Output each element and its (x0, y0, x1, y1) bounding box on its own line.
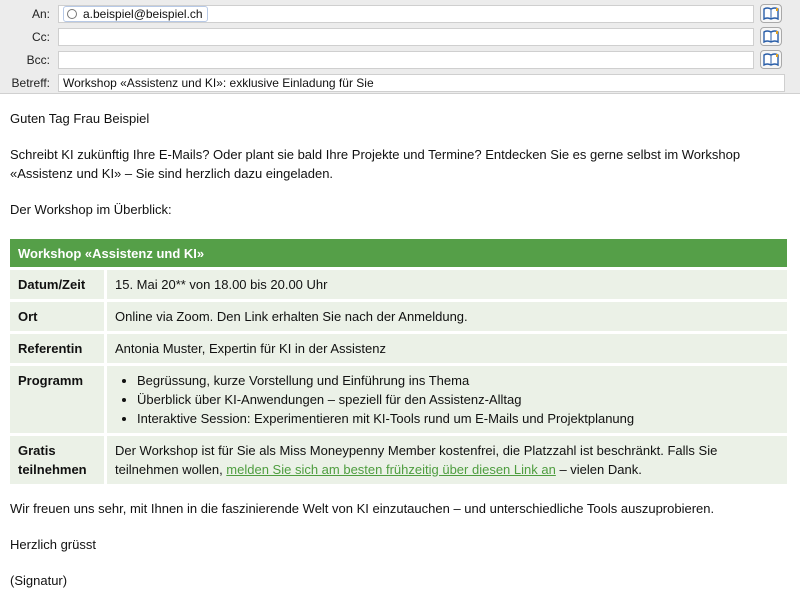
program-list (115, 371, 779, 428)
subject-row (0, 71, 800, 94)
mail-header (0, 0, 800, 94)
workshop-table-title: Workshop «Assistenz und KI» (10, 239, 787, 267)
address-book-icon (763, 30, 779, 43)
closing-paragraph: Wir freuen uns sehr, mit Ihnen in die faszinierende Welt von KI einzutauchen – und unterschiedliche Tools auszuprobieren. (10, 501, 715, 516)
subject-label: Betreff: (11, 75, 50, 90)
bcc-field[interactable] (58, 51, 754, 69)
table-row-program (10, 366, 787, 433)
to-row (0, 2, 800, 25)
recipient-status-icon (67, 9, 77, 19)
recipient-chip[interactable] (63, 6, 208, 22)
list-item: • Interaktive Session: Experimentieren mit KI-Tools rund um E-Mails und Projektplanung (137, 409, 779, 428)
table-row-free (10, 436, 787, 484)
overview-heading: Der Workshop im Überblick: (10, 202, 172, 217)
table-row (10, 270, 787, 299)
recipient-address: a.beispiel@beispiel.ch (83, 6, 203, 21)
table-row (10, 334, 787, 363)
free-text-after: – vielen Dank. (555, 462, 642, 477)
free-text-before: Der Workshop ist für Sie als Miss Moneypenny Member kostenfrei, die Platzzahl ist beschränkt. Falls Sie teilnehmen wollen, (115, 443, 718, 477)
row-key: Ort (10, 302, 107, 331)
cc-address-book-button[interactable] (760, 27, 782, 46)
row-key: Datum/Zeit (10, 270, 107, 299)
subject-field[interactable]: Workshop «Assistenz und KI»: exklusive Einladung für Sie (58, 74, 785, 92)
row-key: Gratis teilnehmen (10, 436, 107, 484)
cc-field[interactable] (58, 28, 754, 46)
row-value: 15. Mai 20** von 18.00 bis 20.00 Uhr (107, 270, 787, 299)
cc-label: Cc: (32, 29, 50, 44)
table-row (10, 302, 787, 331)
bcc-label: Bcc: (26, 52, 50, 67)
row-value: Antonia Muster, Expertin für KI in der Assistenz (107, 334, 787, 363)
row-value (107, 436, 787, 484)
intro-paragraph: Schreibt KI zukünftig Ihre E-Mails? Oder plant sie bald Ihre Projekte und Termine? Entdecken Sie es gerne selbst im Workshop «Assistenz und KI» – Sie sind herzlich dazu eingeladen. (10, 147, 741, 181)
row-key: Referentin (10, 334, 107, 363)
row-key: Programm (10, 366, 107, 433)
registration-link[interactable]: melden Sie sich am besten frühzeitig über diesen Link an (226, 462, 556, 477)
mail-body[interactable] (0, 109, 800, 590)
to-field[interactable] (58, 5, 754, 23)
program-list-cell (107, 366, 787, 433)
regards: Herzlich grüsst (10, 537, 96, 552)
cc-row (0, 25, 800, 48)
to-address-book-button[interactable] (760, 4, 782, 23)
signature: (Signatur) (10, 573, 68, 588)
to-label: An: (31, 6, 50, 21)
address-book-icon (763, 7, 779, 20)
workshop-table (10, 236, 787, 487)
bcc-row (0, 48, 800, 71)
list-item: • Begrüssung, kurze Vorstellung und Einführung ins Thema (137, 371, 779, 390)
address-book-icon (763, 53, 779, 66)
bcc-address-book-button[interactable] (760, 50, 782, 69)
greeting: Guten Tag Frau Beispiel (10, 111, 150, 126)
list-item: • Überblick über KI-Anwendungen – speziell für den Assistenz-Alltag (137, 390, 779, 409)
row-value: Online via Zoom. Den Link erhalten Sie nach der Anmeldung. (107, 302, 787, 331)
